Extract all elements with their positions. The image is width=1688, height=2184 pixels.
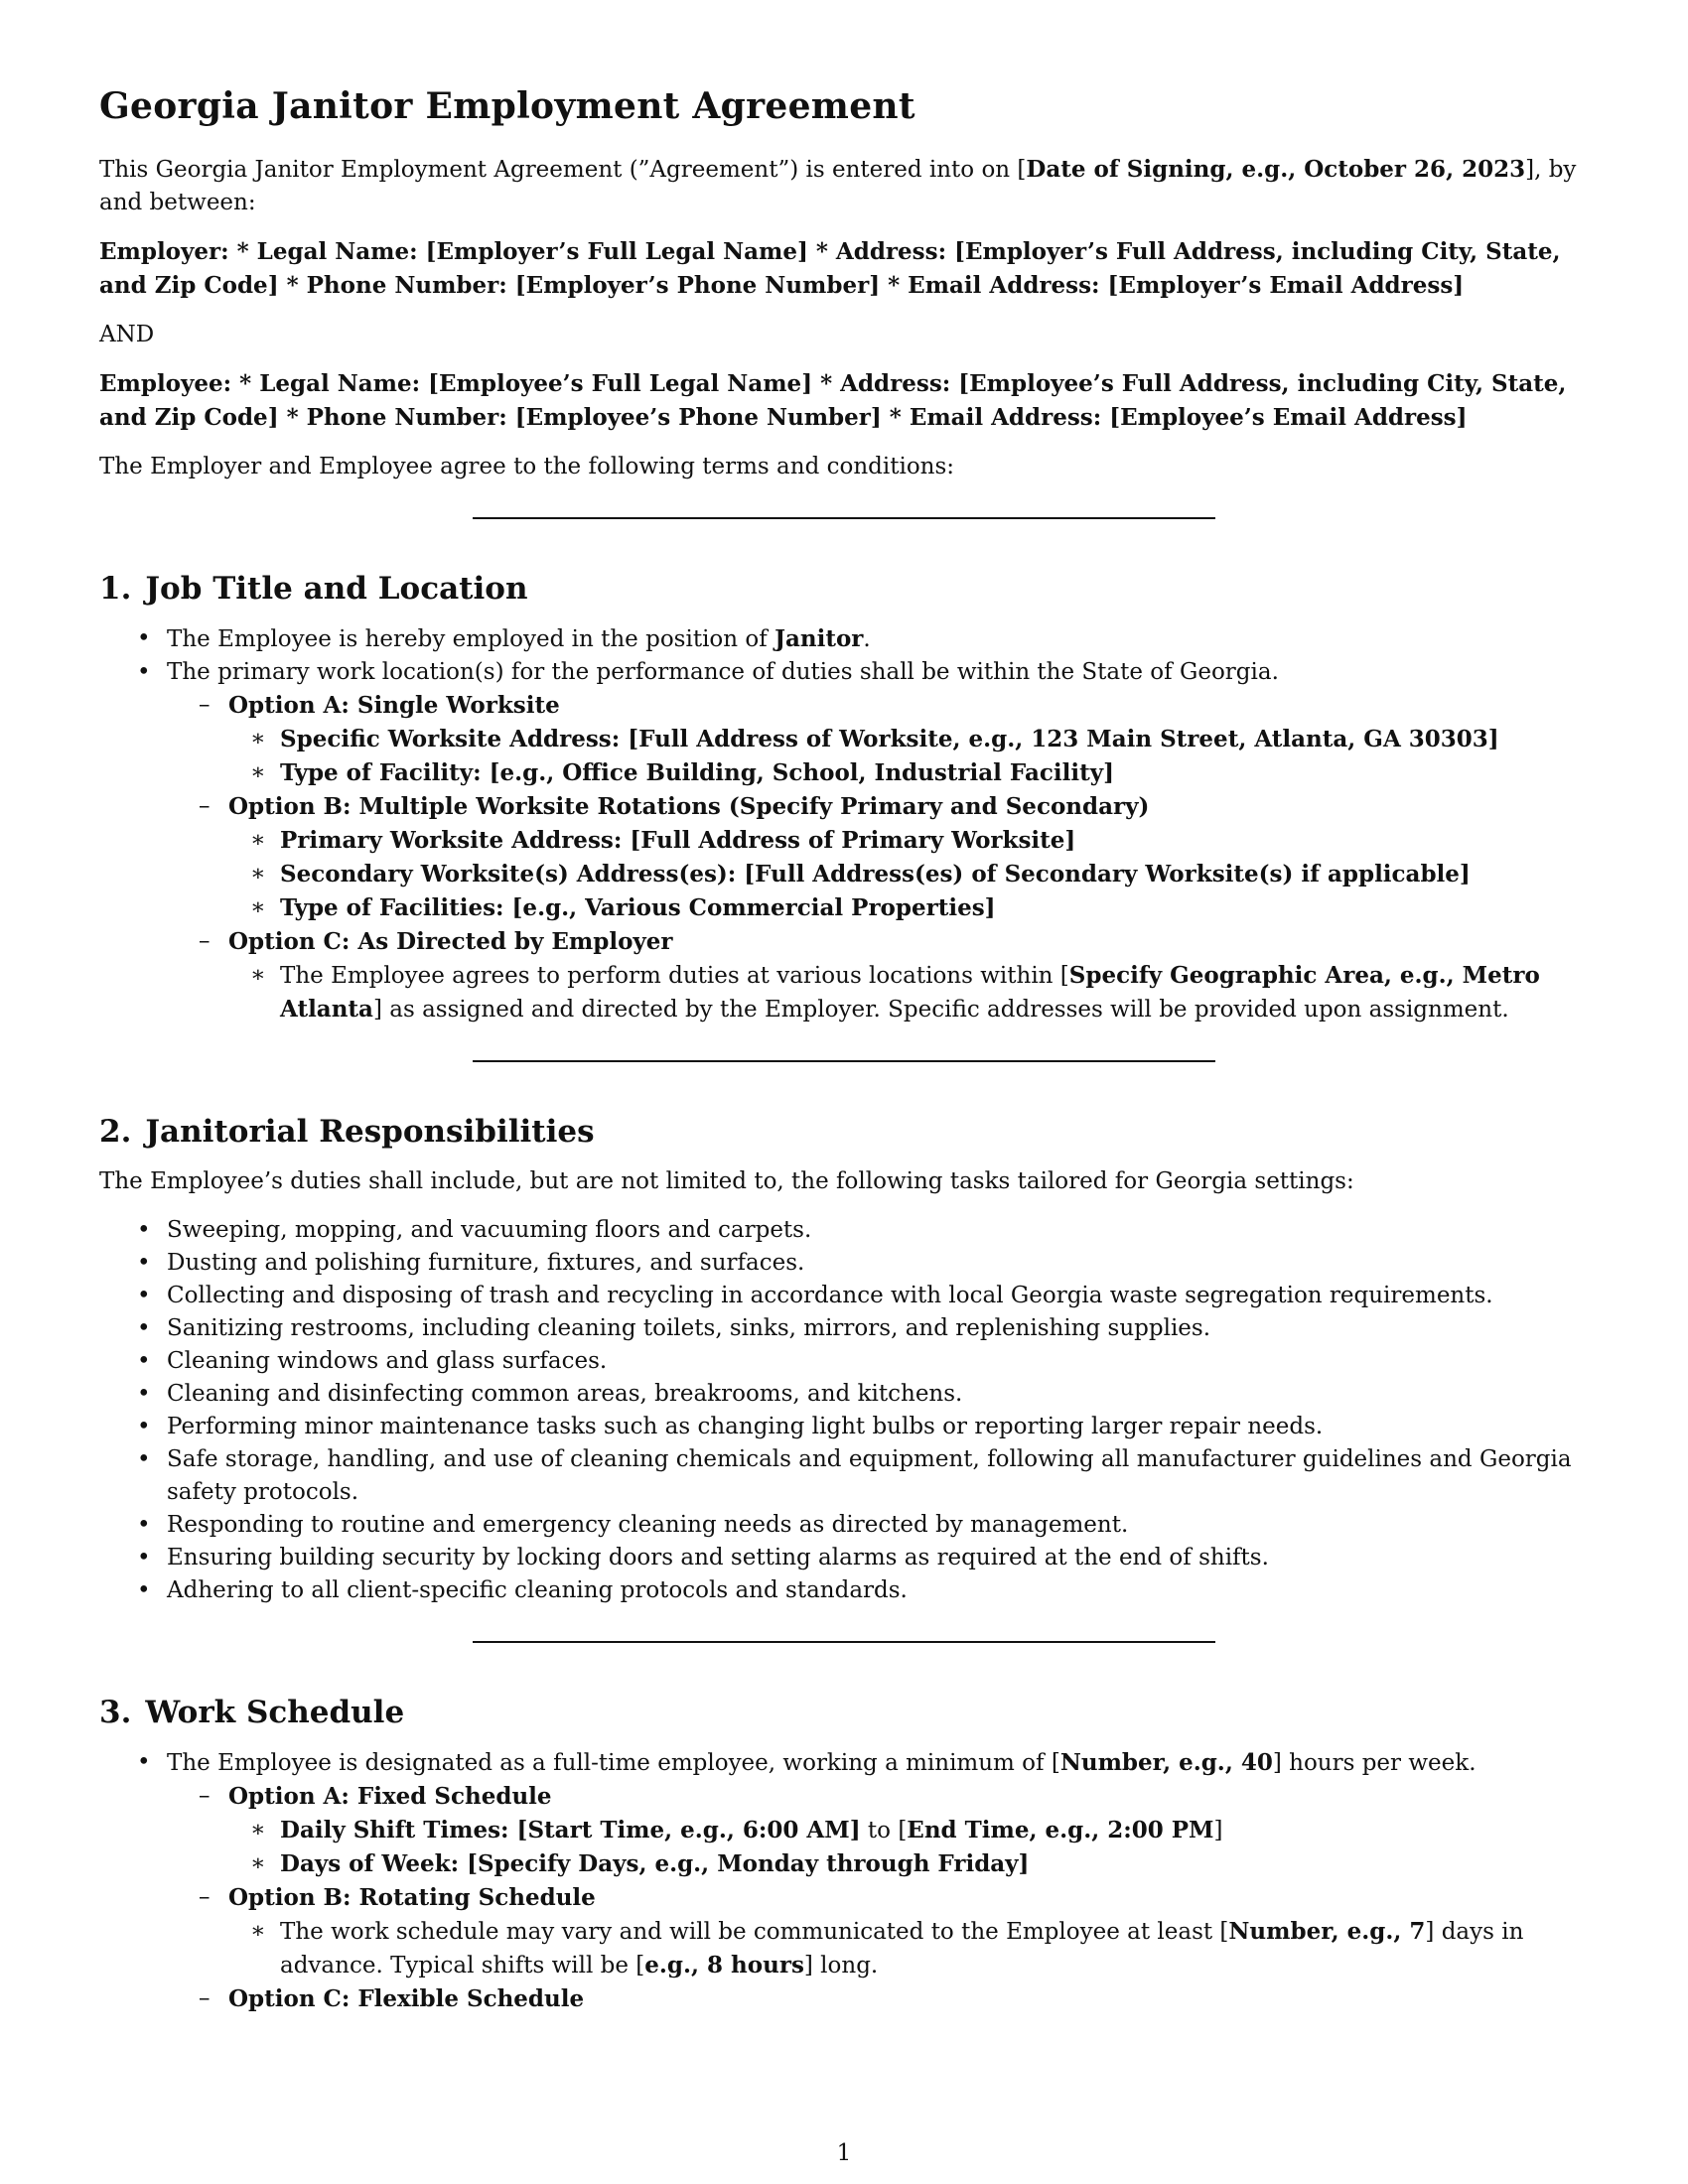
list-item: • Ensuring building security by locking doors and setting alarms as required at the end of shifts.: [99, 1542, 1589, 1574]
option-label: Option C: As Directed by Employer: [228, 928, 673, 955]
option-label: Option B: Rotating Schedule: [228, 1884, 596, 1911]
bullet-list: [99, 622, 1589, 689]
option-list: [99, 1881, 1589, 1915]
text: The Employee is designated as a full-time employee, working a minimum of [: [167, 1750, 1060, 1776]
option-a: [99, 689, 1589, 723]
option-list: [99, 1982, 1589, 2016]
text: The Employee is hereby employed in the position of: [167, 626, 775, 652]
list-item: • The primary work location(s) for the performance of duties shall be within the State of Georgia.: [99, 656, 1589, 689]
list-item: • Cleaning windows and glass surfaces.: [99, 1345, 1589, 1378]
section-intro: The Employee’s duties shall include, but are not limited to, the following tasks tailored for Georgia settings:: [99, 1168, 1354, 1194]
text: The work schedule may vary and will be communicated to the Employee at least [: [280, 1919, 1229, 1945]
section-heading: [99, 1114, 1589, 1150]
option-c: [99, 925, 1589, 959]
employee-block: [99, 367, 1589, 435]
employee-label: Employee:: [99, 370, 232, 397]
and-separator: AND: [99, 322, 155, 347]
field-text: Number, e.g., 7: [1228, 1918, 1426, 1945]
bullet-list: [99, 1746, 1589, 1780]
list-item: [99, 959, 1589, 1026]
option-a: [99, 1780, 1589, 1814]
sub-list: [99, 959, 1589, 1026]
list-item: [99, 622, 1589, 656]
option-label: Option B: Multiple Worksite Rotations (Specify Primary and Secondary): [228, 793, 1150, 820]
employer-details: * Legal Name: [Employer’s Full Legal Name] * Address: [Employer’s Full Address, including City, State, and Zip Code] * Phone Number: [Employer’s Phone Number] * Email Address: [Employer’s Email Address]: [99, 238, 1561, 299]
option-list: [99, 689, 1589, 723]
list-item: • Dusting and polishing furniture, fixtures, and surfaces.: [99, 1247, 1589, 1280]
section-title: Janitorial Responsibilities: [145, 1114, 595, 1150]
option-b: [99, 1881, 1589, 1915]
section-heading: [99, 571, 1589, 607]
list-item: [99, 824, 1589, 858]
list-item: • Sweeping, mopping, and vacuuming floors and carpets.: [99, 1214, 1589, 1247]
text: ] hours per week.: [1272, 1750, 1477, 1776]
section-heading: [99, 1695, 1589, 1730]
field-text: End Time, e.g., 2:00 PM: [907, 1817, 1214, 1843]
employer-label: Employer:: [99, 238, 229, 265]
option-label: Option C: Flexible Schedule: [228, 1985, 585, 2012]
section-divider: [473, 517, 1215, 519]
intro-paragraph: [99, 153, 1589, 219]
field-text: Primary Worksite Address: [Full Address of Primary Worksite]: [280, 827, 1076, 854]
text: ] long.: [803, 1953, 879, 1979]
text: The Employee agrees to perform duties at various locations within [: [280, 963, 1069, 989]
list-item: • Responding to routine and emergency cleaning needs as directed by management.: [99, 1509, 1589, 1542]
list-item: • Sanitizing restrooms, including cleaning toilets, sinks, mirrors, and replenishing supplies.: [99, 1312, 1589, 1345]
section-divider: [473, 1060, 1215, 1062]
intro-text: This Georgia Janitor Employment Agreement (”Agreement”) is entered into on [: [99, 157, 1027, 183]
field-text: Specify Geographic Area, e.g., Metro Atlanta: [280, 962, 1540, 1023]
list-item: • Collecting and disposing of trash and recycling in accordance with local Georgia waste segregation requirements.: [99, 1280, 1589, 1312]
option-list: [99, 925, 1589, 959]
list-item: [99, 756, 1589, 790]
document-page: [99, 85, 1589, 2016]
text: .: [863, 626, 871, 652]
sub-list: [99, 1814, 1589, 1881]
sub-list: [99, 824, 1589, 925]
intro-text-end: ], by and between:: [99, 157, 1577, 215]
option-label: Option A: Single Worksite: [228, 692, 560, 719]
option-b: [99, 790, 1589, 824]
section-number: 1.: [99, 571, 132, 607]
employee-details: * Legal Name: [Employee’s Full Legal Name] * Address: [Employee’s Full Address, including City, State, and Zip Code] * Phone Number: [Employee’s Phone Number] * Email Address: [Employee’s Email Address]: [99, 370, 1567, 431]
list-item: [99, 1814, 1589, 1847]
field-text: Type of Facilities: [e.g., Various Commercial Properties]: [280, 894, 996, 921]
sub-list: [99, 723, 1589, 790]
list-item: [99, 1915, 1589, 1982]
section-job-title-location: [99, 571, 1589, 1026]
field-text: Daily Shift Times: [Start Time, e.g., 6:00 AM]: [280, 1817, 861, 1843]
field-text: e.g., 8 hours: [644, 1952, 804, 1979]
list-item: [99, 1746, 1589, 1780]
list-item: • Cleaning and disinfecting common areas, breakrooms, and kitchens.: [99, 1378, 1589, 1411]
sub-list: [99, 1915, 1589, 1982]
field-text: Secondary Worksite(s) Address(es): [Full Address(es) of Secondary Worksite(s) if applicable]: [280, 861, 1471, 887]
section-divider: [473, 1641, 1215, 1643]
option-list: [99, 1780, 1589, 1814]
employer-block: [99, 235, 1589, 303]
list-item: • Performing minor maintenance tasks such as changing light bulbs or reporting larger repair needs.: [99, 1411, 1589, 1443]
option-c: [99, 1982, 1589, 2016]
list-item: [99, 723, 1589, 756]
text: ] as assigned and directed by the Employer. Specific addresses will be provided upon assignment.: [372, 997, 1509, 1023]
position-title: Janitor: [774, 625, 864, 652]
section-title: Work Schedule: [145, 1695, 405, 1730]
text: ]: [1213, 1818, 1223, 1843]
section-number: 2.: [99, 1114, 132, 1150]
list-item: [99, 858, 1589, 891]
option-list: [99, 790, 1589, 824]
section-title: Job Title and Location: [145, 571, 528, 607]
field-text: Number, e.g., 40: [1059, 1749, 1273, 1776]
option-label: Option A: Fixed Schedule: [228, 1783, 552, 1810]
list-item: • Safe storage, handling, and use of cleaning chemicals and equipment, following all manufacturer guidelines and Georgia safety protocols.: [99, 1443, 1589, 1509]
section-work-schedule: [99, 1695, 1589, 2016]
page-number: 1: [836, 2140, 852, 2166]
field-text: Specific Worksite Address: [Full Address of Worksite, e.g., 123 Main Street, Atlanta, GA 30303]: [280, 726, 1499, 752]
text: to [: [860, 1818, 908, 1843]
document-title: Georgia Janitor Employment Agreement: [99, 85, 915, 127]
list-item: [99, 891, 1589, 925]
text: ] days in advance. Typical shifts will be [: [280, 1919, 1524, 1979]
date-placeholder: Date of Signing, e.g., October 26, 2023: [1026, 156, 1526, 183]
terms-intro: The Employer and Employee agree to the following terms and conditions:: [99, 454, 955, 479]
field-text: Days of Week: [Specify Days, e.g., Monday through Friday]: [280, 1850, 1030, 1877]
section-janitorial-responsibilities: [99, 1114, 1589, 1607]
list-item: [99, 1847, 1589, 1881]
list-item: • Adhering to all client-specific cleaning protocols and standards.: [99, 1574, 1589, 1607]
field-text: Type of Facility: [e.g., Office Building, School, Industrial Facility]: [280, 759, 1114, 786]
duties-list: [99, 1214, 1589, 1607]
section-number: 3.: [99, 1695, 132, 1730]
